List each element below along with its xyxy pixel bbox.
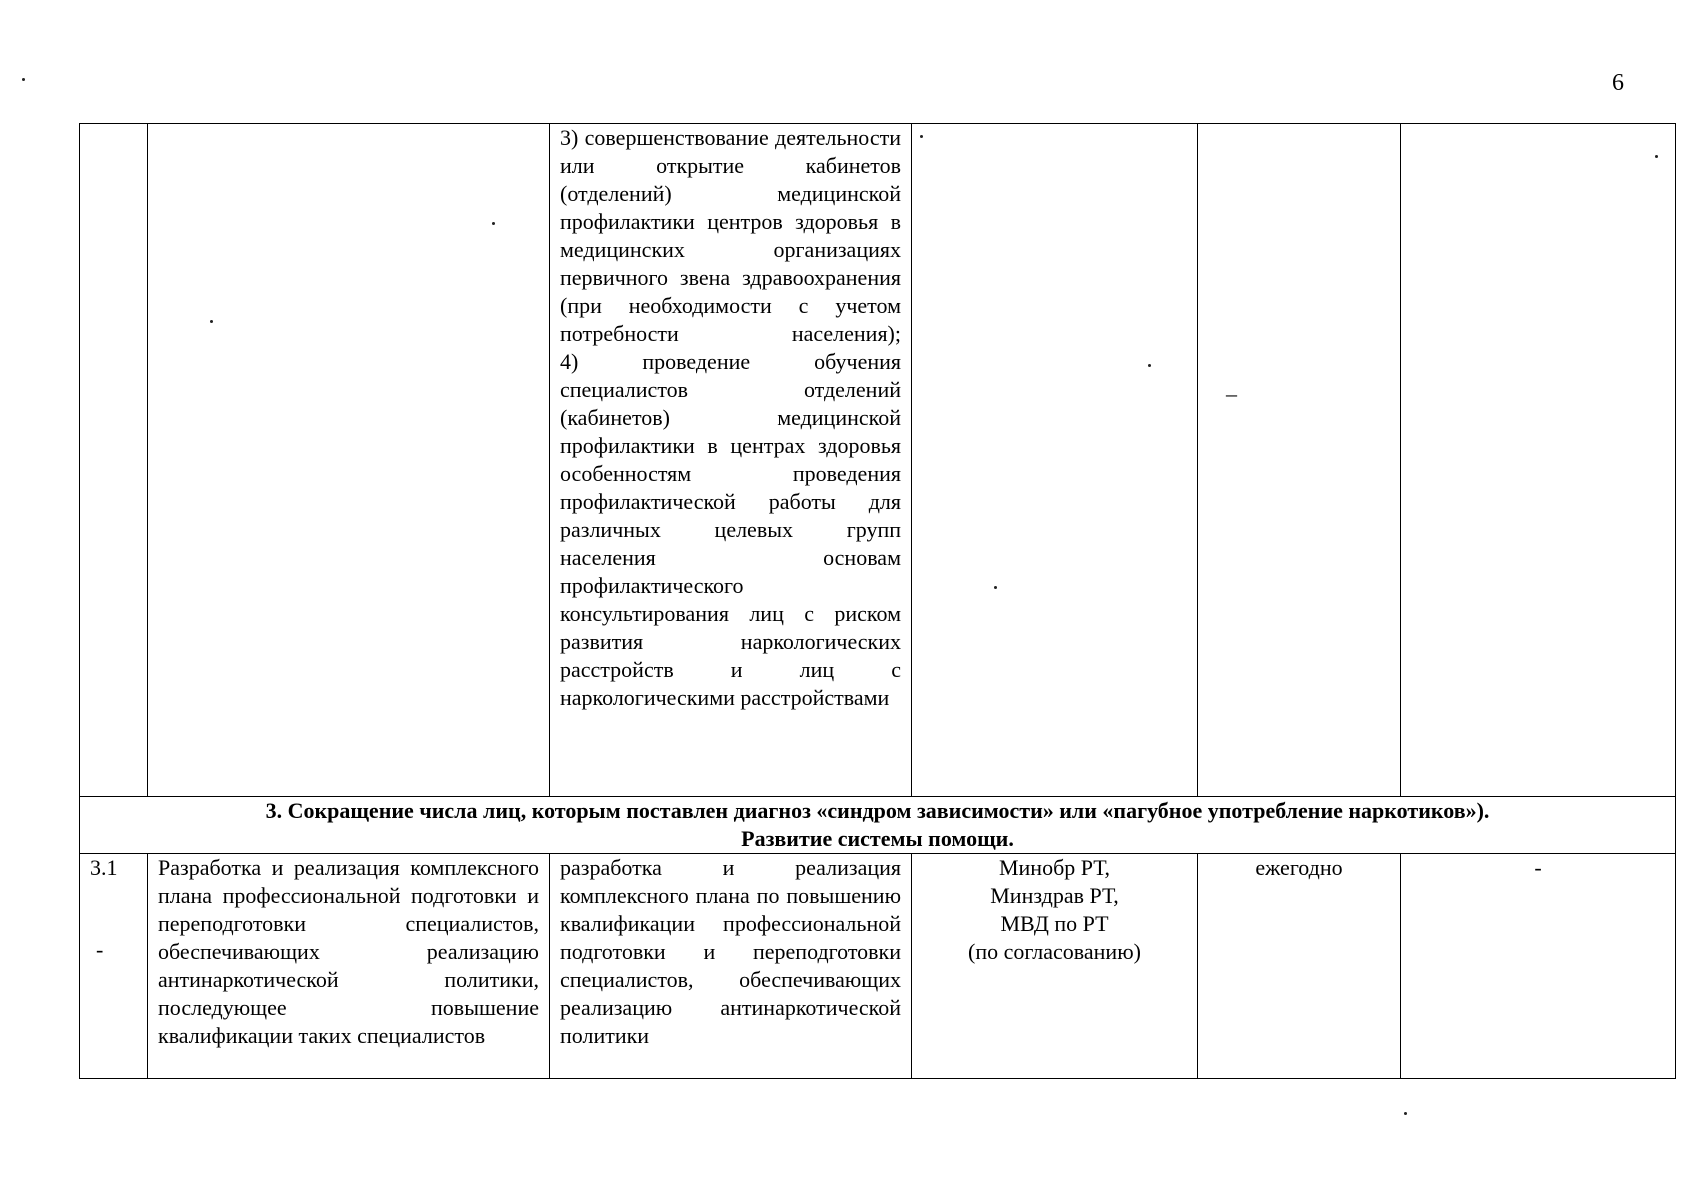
- term-text: ежегодно: [1255, 855, 1343, 880]
- scan-speck: [210, 320, 213, 323]
- scan-speck: [1148, 364, 1151, 367]
- scan-speck: [920, 135, 923, 138]
- result-paragraph-3: 3) совершенствование деятельности или открытие кабинетов (отделений) медицинской профилактики центров здоровья в медицинских организациях первичного звена здравоохранения (при необходимости с учетом потребности населения);: [560, 125, 901, 346]
- scan-speck: [492, 222, 495, 225]
- row-number: 3.1: [90, 855, 118, 880]
- scan-speck: [994, 586, 997, 589]
- cell-number-empty: [80, 124, 148, 797]
- executor-line: Минобр РТ,: [998, 855, 1111, 880]
- section-heading-line1: 3. Сокращение числа лиц, которым поставлен диагноз «синдром зависимости» или «пагубное употребление наркотиков»).: [265, 798, 1490, 823]
- scan-speck: [1655, 155, 1658, 158]
- cell-funding-empty: [1401, 124, 1676, 797]
- cell-result-continuation: [550, 124, 912, 797]
- executor-line: Минздрав РТ,: [990, 883, 1119, 908]
- table-row-continuation: [80, 124, 1676, 797]
- cell-executors: [912, 854, 1198, 1079]
- section-heading-line2: Развитие системы помощи.: [741, 826, 1014, 851]
- scan-speck: [22, 78, 25, 81]
- dash-value: –: [1226, 381, 1237, 406]
- table-row-3-1: [80, 854, 1676, 1079]
- cell-row-number: [80, 854, 148, 1079]
- table-row-section-heading: [80, 797, 1676, 854]
- executor-line: МВД по РТ: [1000, 911, 1109, 936]
- scan-speck: [1404, 1112, 1407, 1115]
- cell-funding: [1401, 854, 1676, 1079]
- activity-text: Разработка и реализация комплексного плана профессиональной подготовки и переподготовки специалистов, обеспечивающих реализацию антинаркотической политики, последующее повышение квалификации таких специалистов: [158, 855, 539, 1048]
- cell-term-continuation: [1198, 124, 1401, 797]
- row-number-mark: -: [96, 937, 104, 962]
- document-table: [79, 123, 1676, 1079]
- result-text: разработка и реализация комплексного плана по повышению квалификации профессиональной подготовки и переподготовки специалистов, обеспечивающих реализацию антинаркотической политики: [560, 855, 901, 1048]
- funding-text: -: [1534, 855, 1542, 880]
- executor-line: (по согласованию): [968, 939, 1141, 964]
- result-paragraph-4: 4) проведение обучения специалистов отделений (кабинетов) медицинской профилактики в центрах здоровья особенностям проведения профилактической работы для различных целевых групп населения основам профилактического консультирования лиц с риском развития наркологических расстройств и лиц с наркологическими расстройствами: [560, 349, 901, 710]
- cell-term: [1198, 854, 1401, 1079]
- section-heading-cell: [80, 797, 1676, 854]
- cell-activity-empty: [148, 124, 550, 797]
- page-number: 6: [1612, 70, 1624, 96]
- cell-activity: [148, 854, 550, 1079]
- cell-executors-empty: [912, 124, 1198, 797]
- cell-result: [550, 854, 912, 1079]
